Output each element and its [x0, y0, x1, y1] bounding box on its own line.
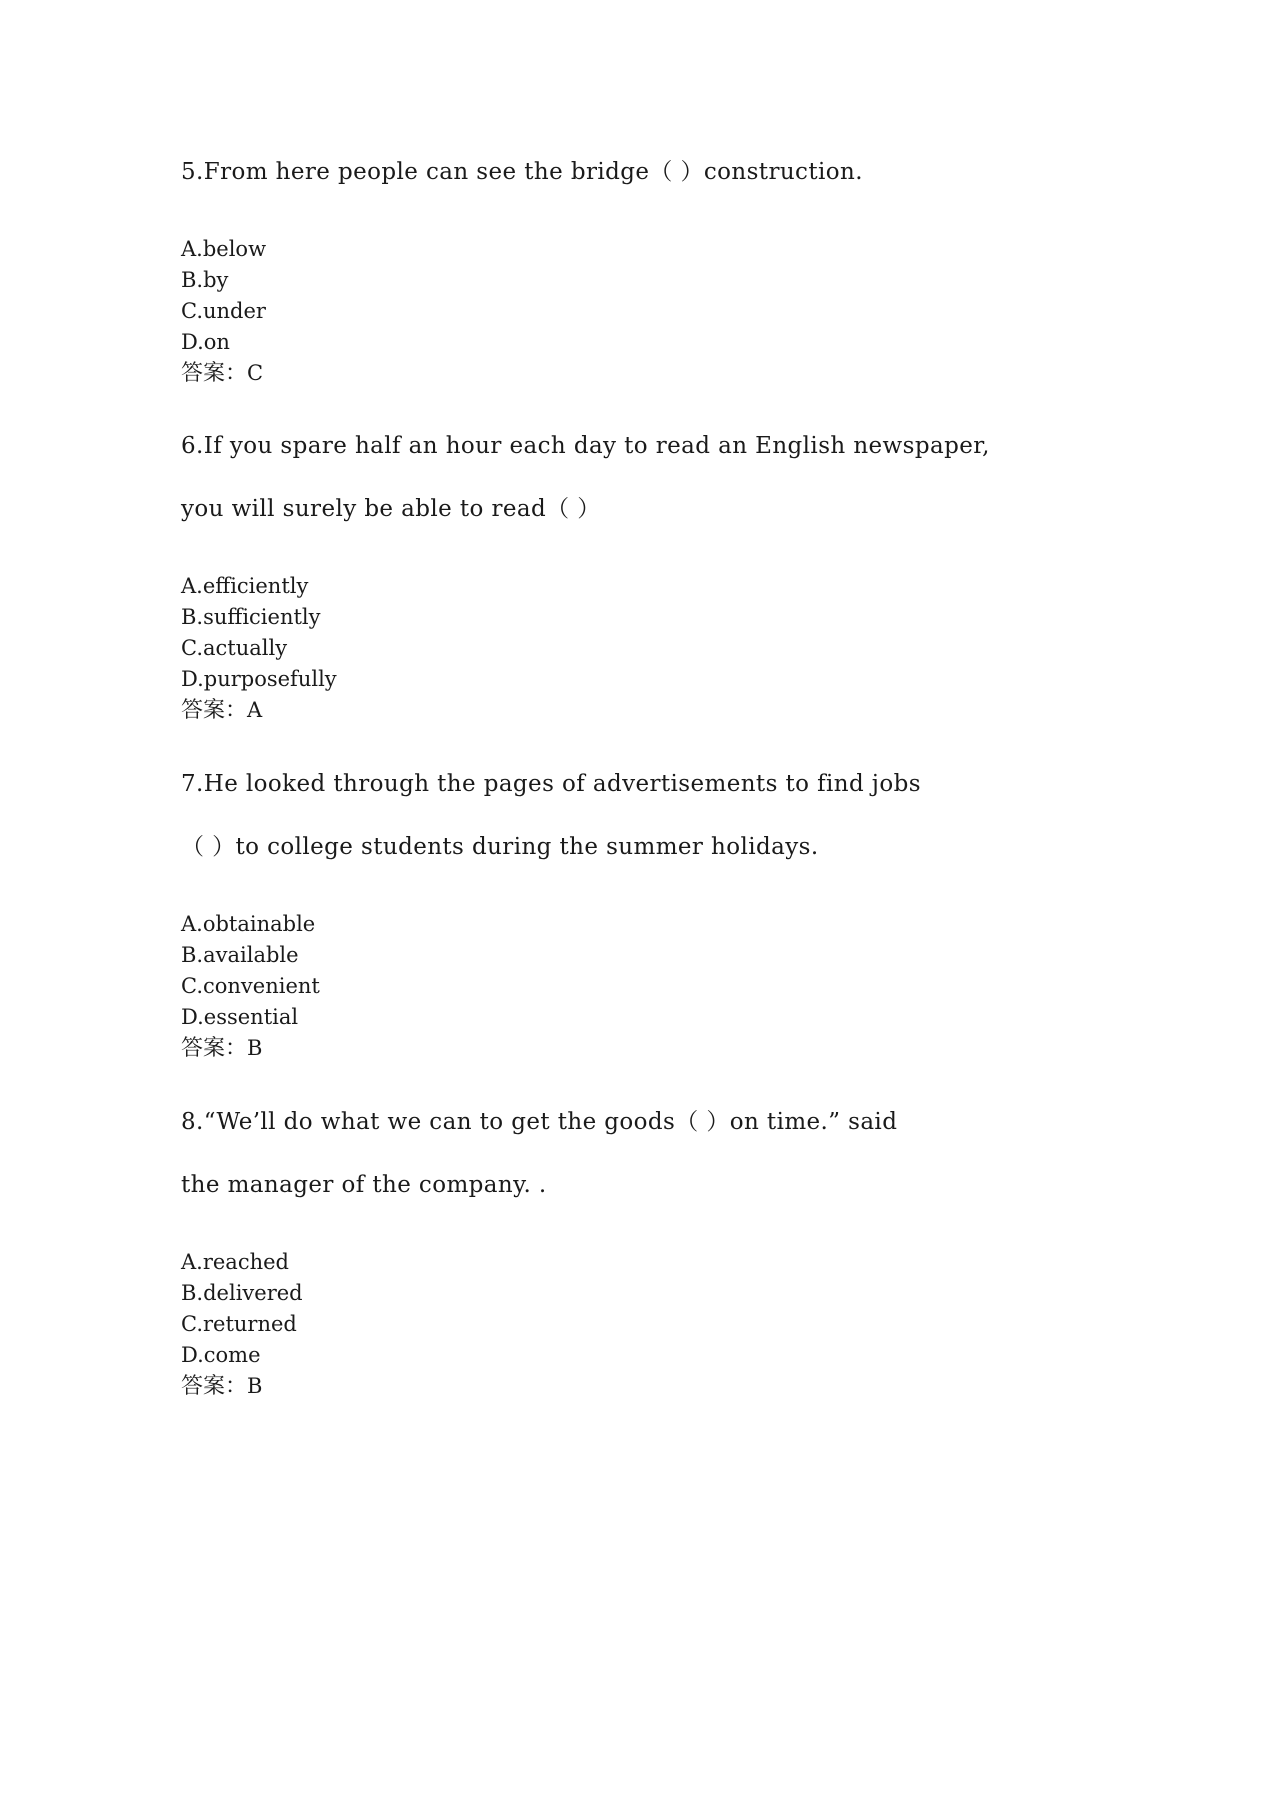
question-stem-line: the manager of the company. . — [181, 1172, 547, 1198]
answer-line — [181, 695, 1081, 726]
question-stem-line: 6.If you spare half an hour each day to read an English newspaper, — [181, 433, 990, 459]
answer-value: A — [247, 698, 263, 722]
option-list — [181, 1247, 1081, 1402]
answer-line — [181, 1371, 1081, 1402]
answer-label: 答案： — [181, 1374, 248, 1399]
option-b: B.available — [181, 943, 299, 967]
answer-line — [181, 358, 1081, 389]
option-b: B.sufficiently — [181, 605, 321, 629]
answer-value: B — [247, 1374, 263, 1398]
option-list — [181, 909, 1081, 1064]
question-stem-line: 7.He looked through the pages of advertisements to find jobs — [181, 771, 921, 797]
answer-value: B — [247, 1036, 263, 1060]
answer-label: 答案： — [181, 698, 248, 723]
option-b: B.by — [181, 268, 229, 292]
answer-label: 答案： — [181, 361, 248, 386]
question-7 — [181, 770, 1081, 1064]
question-stem-line: 8.“We’ll do what we can to get the goods（ ）on time.” said — [181, 1109, 898, 1135]
option-list — [181, 234, 1081, 389]
option-d: D.essential — [181, 1005, 299, 1029]
option-a: A.below — [181, 237, 267, 261]
question-5 — [181, 158, 1081, 389]
answer-line — [181, 1033, 1081, 1064]
question-stem-line: （ ）to college students during the summer holidays. — [181, 834, 819, 860]
question-stem-line: you will surely be able to read（ ） — [181, 496, 601, 522]
option-d: D.on — [181, 330, 230, 354]
option-b: B.delivered — [181, 1281, 303, 1305]
option-d: D.come — [181, 1343, 261, 1367]
option-list — [181, 571, 1081, 726]
answer-value: C — [247, 361, 264, 385]
answer-label: 答案： — [181, 1036, 248, 1061]
option-a: A.efficiently — [181, 574, 309, 598]
option-c: C.under — [181, 299, 266, 323]
option-c: C.returned — [181, 1312, 297, 1336]
option-d: D.purposefully — [181, 667, 337, 691]
question-8 — [181, 1108, 1081, 1402]
option-a: A.reached — [181, 1250, 289, 1274]
question-stem-line: 5.From here people can see the bridge（ ）construction. — [181, 159, 863, 185]
question-6 — [181, 432, 1081, 726]
option-a: A.obtainable — [181, 912, 316, 936]
option-c: C.actually — [181, 636, 288, 660]
option-c: C.convenient — [181, 974, 320, 998]
